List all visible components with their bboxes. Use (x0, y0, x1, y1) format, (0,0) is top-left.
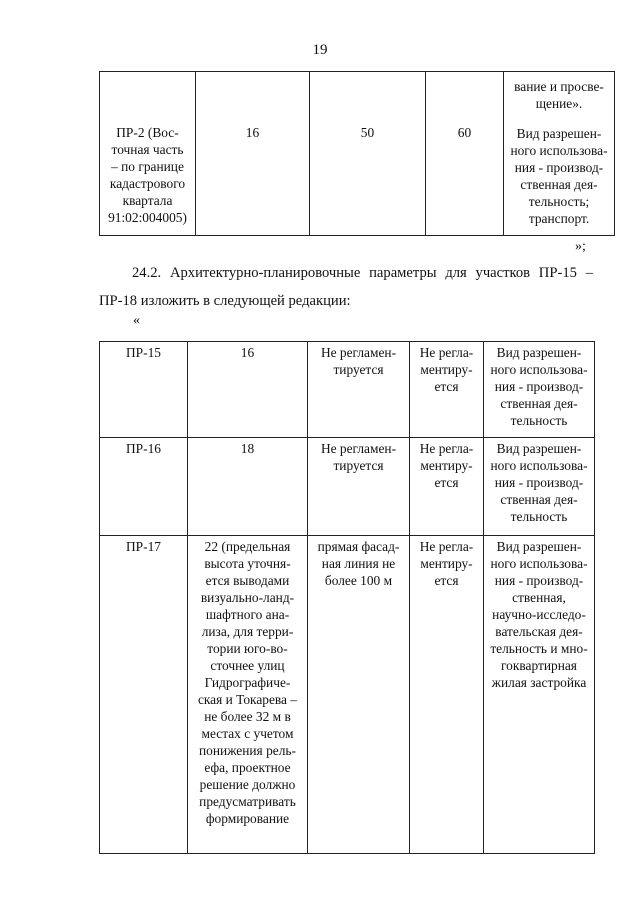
height-cell: 22 (предельная высота уточня- ется выводами визуально-ланд- шафтного ана- лиза, для терри- тории юго-во- сточнее улиц Гидрографиче- ская и Токарева – не более 32 м в местах с учетом понижения рель- ефа, проектное решение должно предусматривать формирование (188, 536, 308, 854)
permitted-use-cell: Вид разрешен- ного использова- ния - производ- ственная дея- тельность (484, 438, 595, 536)
table-row-pr-17 (100, 536, 595, 854)
density-cell: 60 (426, 72, 504, 236)
permitted-use-cell: Вид разрешен- ного использова- ния - производ- ственная дея- тельность (484, 342, 595, 438)
height-cell: 16 (196, 72, 310, 236)
permitted-use-cell: вание и просве- щение». Вид разрешен- ного использова- ния - производ- ственная дея- тельность; транспорт. (504, 72, 615, 236)
paragraph-24-2: 24.2. Архитектурно-планировочные параметры для участков ПР-15 – ПР-18 изложить в следующей редакции: (99, 265, 593, 309)
zone-code-cell: ПР-17 (100, 536, 188, 854)
opening-quote: « (133, 313, 140, 328)
density-cell: Не регла- ментиру- ется (410, 438, 484, 536)
density-cell: Не регла- ментиру- ется (410, 342, 484, 438)
parameters-table-pr-15-18 (99, 341, 595, 854)
table-row-pr-15 (100, 342, 595, 438)
facade-line-cell: прямая фасад- ная линия не более 100 м (308, 536, 410, 854)
parameters-table-continued (99, 71, 615, 236)
permitted-use-cell: Вид разрешен- ного использова- ния - производ- ственная, научно-исследо- вательская дея- тельность и мно- гоквартирная жилая застройка (484, 536, 595, 854)
zone-code-cell: ПР-15 (100, 342, 188, 438)
height-cell: 18 (188, 438, 308, 536)
facade-line-cell: Не регламен- тируется (308, 342, 410, 438)
zone-code-cell: ПР-2 (Вос- точная часть – по границе кадастрового квартала 91:02:004005) (100, 72, 196, 236)
page-number: 19 (312, 42, 328, 58)
table-row-pr-16 (100, 438, 595, 536)
closing-quote: »; (575, 239, 586, 254)
setback-cell: 50 (310, 72, 426, 236)
zone-code-cell: ПР-16 (100, 438, 188, 536)
density-cell: Не регла- ментиру- ется (410, 536, 484, 854)
facade-line-cell: Не регламен- тируется (308, 438, 410, 536)
table-row-pr-2 (100, 72, 615, 236)
height-cell: 16 (188, 342, 308, 438)
